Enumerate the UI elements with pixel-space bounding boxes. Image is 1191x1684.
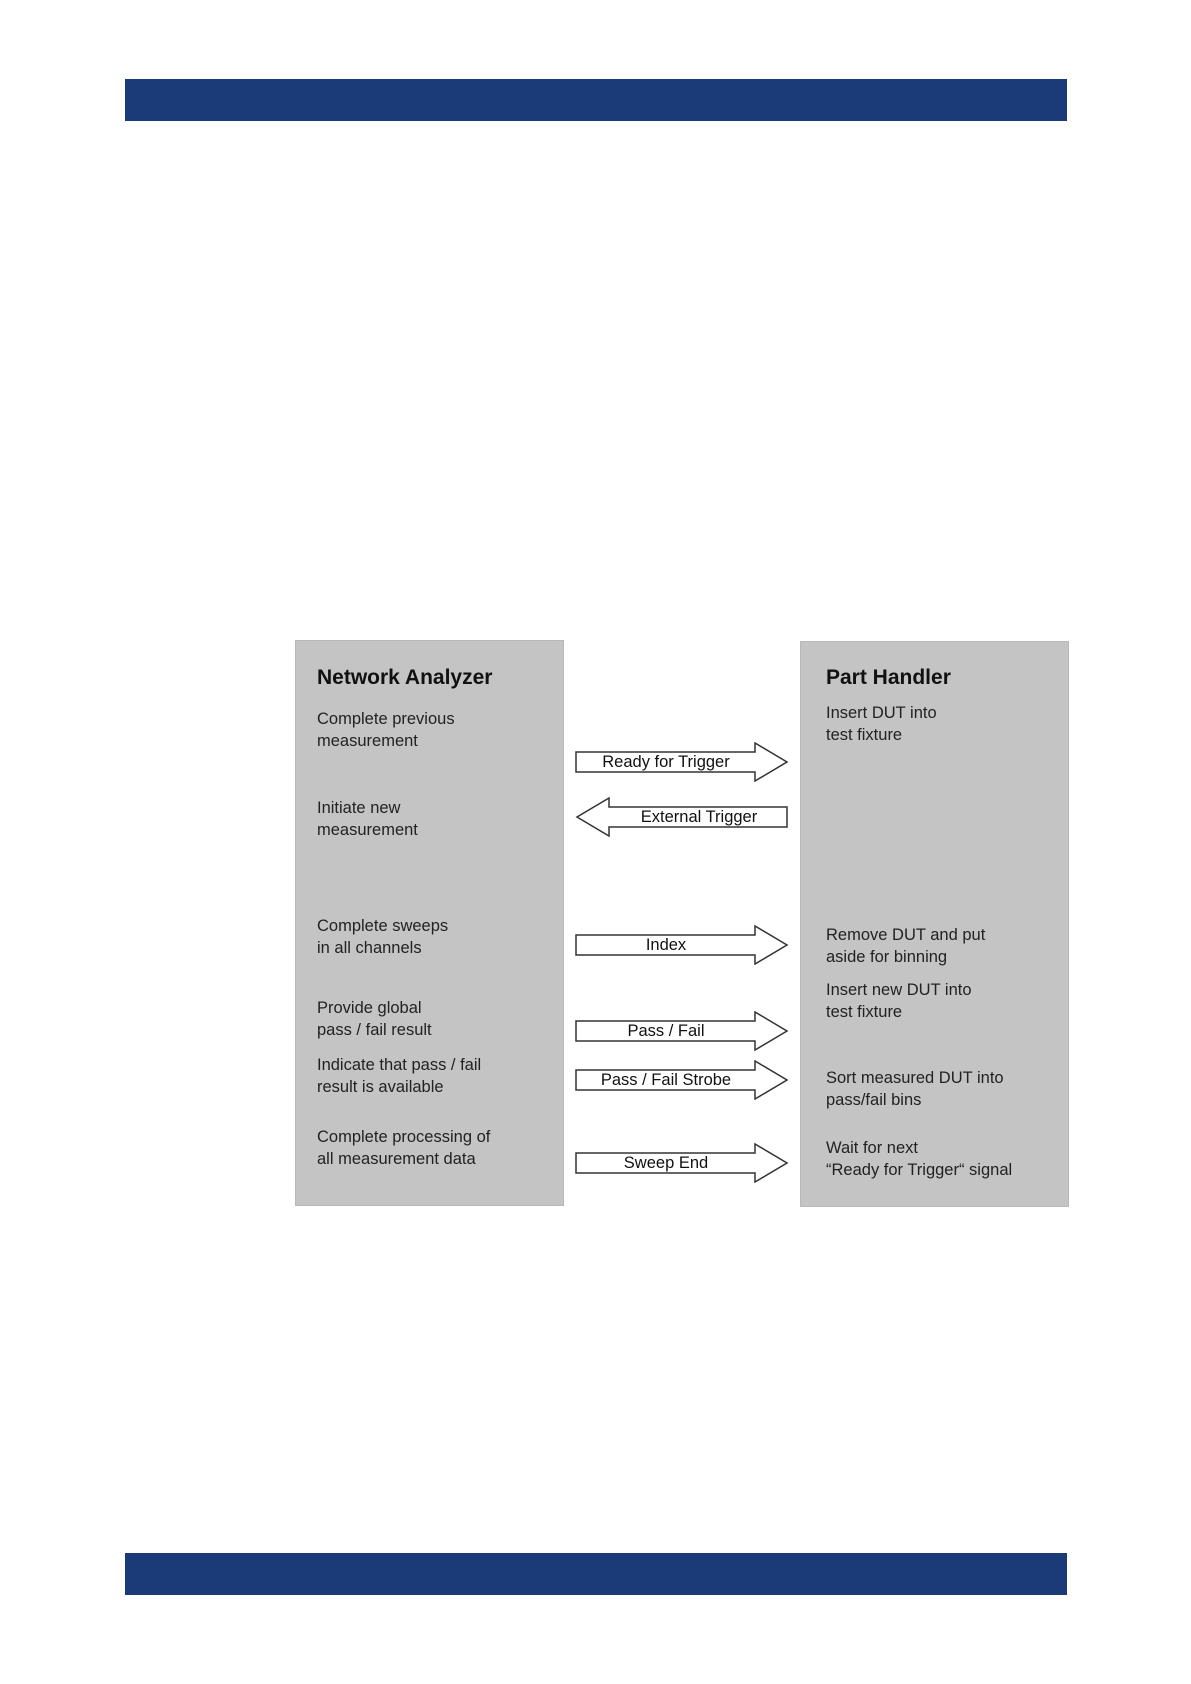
ph-step-wait-next: Wait for next “Ready for Trigger“ signal	[826, 1139, 1013, 1179]
signal-arrow-index	[575, 925, 789, 965]
signal-label-sweep-end: Sweep End	[623, 1154, 709, 1172]
na-step-initiate-new: Initiate new measurement	[317, 799, 418, 839]
na-step-indicate-available: Indicate that pass / fail result is available	[317, 1056, 482, 1096]
ph-step-sort-dut: Sort measured DUT into pass/fail bins	[826, 1069, 1004, 1109]
signal-arrow-sweep-end	[575, 1143, 789, 1183]
na-step-complete-previous: Complete previous measurement	[317, 710, 455, 750]
ph-step-remove-dut: Remove DUT and put aside for binning	[826, 926, 986, 966]
part-handler-title: Part Handler	[826, 666, 951, 689]
signal-label-external-trigger: External Trigger	[640, 808, 758, 826]
signal-label-pass-fail-strobe: Pass / Fail Strobe	[600, 1071, 732, 1089]
na-step-provide-global: Provide global pass / fail result	[317, 999, 432, 1039]
ph-step-insert-new-dut: Insert new DUT into test fixture	[826, 981, 972, 1021]
network-analyzer-title: Network Analyzer	[317, 666, 493, 689]
signal-arrow-ready-for-trigger	[575, 742, 789, 782]
na-step-complete-sweeps: Complete sweeps in all channels	[317, 917, 449, 957]
header-bar	[125, 79, 1067, 121]
signal-label-ready-for-trigger: Ready for Trigger	[602, 753, 730, 771]
signal-arrow-pass-fail	[575, 1011, 789, 1051]
ph-step-insert-dut: Insert DUT into test fixture	[826, 704, 937, 744]
signal-label-pass-fail: Pass / Fail	[627, 1022, 705, 1040]
signal-arrow-pass-fail-strobe	[575, 1060, 789, 1100]
signal-arrow-external-trigger	[575, 797, 789, 837]
footer-bar	[125, 1553, 1067, 1595]
na-step-complete-processing: Complete processing of all measurement data	[317, 1128, 491, 1168]
signal-label-index: Index	[645, 936, 687, 954]
